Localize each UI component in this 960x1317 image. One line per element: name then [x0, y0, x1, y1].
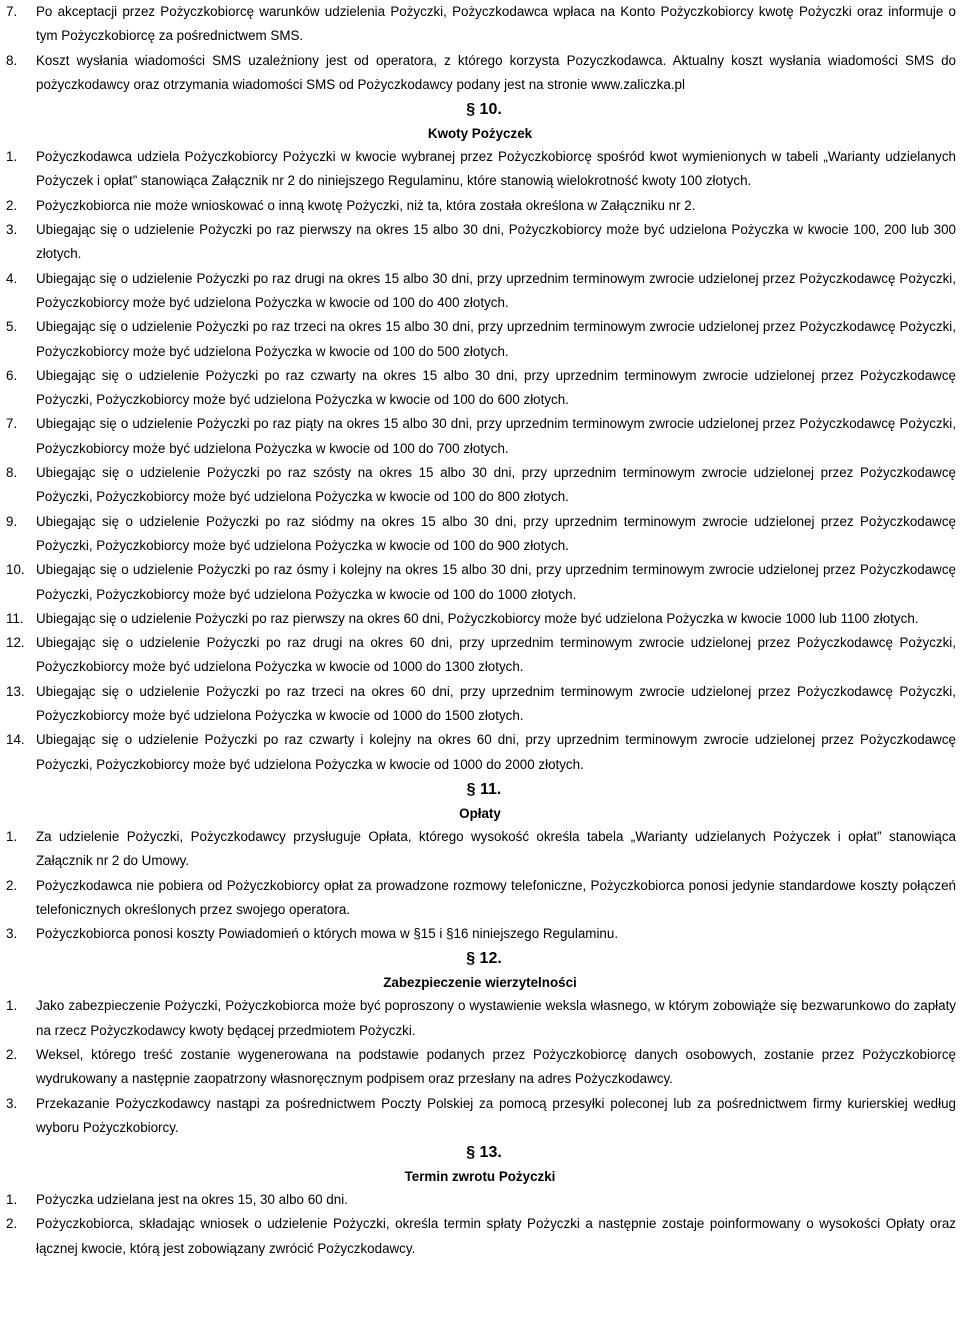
item-number: 10. [6, 562, 25, 578]
item-text: Ubiegając się o udzielenie Pożyczki po raz drugi na okres 15 albo 30 dni, przy uprzednim terminowym zwrocie udzielonej przez Pożyczkodawcę Pożyczki, Pożyczkobiorcy może być udzielona Pożyczka w kwocie od 100 do 400 złotych. [36, 270, 956, 310]
list-item [0, 145, 960, 194]
item-text: Pożyczkobiorca, składając wniosek o udzielenie Pożyczki, określa termin spłaty Pożyczki a następnie zostaje poinformowany o wysokości Opłaty oraz łącznej kwocie, którą jest zobowiązany zwrócić Pożyczkodawcy. [36, 1216, 956, 1256]
list-item [0, 510, 960, 559]
item-text: Ubiegając się o udzielenie Pożyczki po raz siódmy na okres 15 albo 30 dni, przy uprzednim terminowym zwrocie udzielonej przez Pożyczkodawcę Pożyczki, Pożyczkobiorcy może być udzielona Pożyczka w kwocie od 100 do 900 złotych. [36, 513, 956, 553]
item-text: Ubiegając się o udzielenie Pożyczki po raz piąty na okres 15 albo 30 dni, przy uprzednim terminowym zwrocie udzielonej przez Pożyczkodawcę Pożyczki, Pożyczkobiorcy może być udzielona Pożyczka w kwocie od 100 do 700 złotych. [36, 416, 956, 456]
section-header [0, 946, 960, 994]
list-item [0, 558, 960, 607]
item-text: Ubiegając się o udzielenie Pożyczki po raz szósty na okres 15 albo 30 dni, przy uprzednim terminowym zwrocie udzielonej przez Pożyczkodawcę Pożyczki, Pożyczkobiorcy może być udzielona Pożyczka w kwocie od 100 do 800 złotych. [36, 465, 956, 505]
list-item [0, 1092, 960, 1141]
item-number: 2. [6, 1046, 18, 1062]
item-text: Pożyczkobiorca nie może wnioskować o inną kwotę Pożyczki, niż ta, która została określona w Załączniku nr 2. [36, 197, 696, 213]
list-item [0, 1212, 960, 1261]
list-item [0, 680, 960, 729]
item-number: 8. [6, 52, 18, 68]
item-text: Ubiegając się o udzielenie Pożyczki po raz pierwszy na okres 15 albo 30 dni, Pożyczkobiorcy może być udzielona Pożyczka w kwocie 100, 200 lub 300 złotych. [36, 222, 956, 262]
item-number: 9. [6, 513, 18, 529]
list-item [0, 412, 960, 461]
list-item [0, 1043, 960, 1092]
list-item [0, 461, 960, 510]
item-number: 7. [6, 416, 18, 432]
item-text: Pożyczkodawca udziela Pożyczkobiorcy Pożyczki w kwocie wybranej przez Pożyczkobiorcę spośród kwot wymienionych w tabeli „Warianty udzielanych Pożyczek i opłat” stanowiąca Załącznik nr 2 do niniejszego Regulaminu, które stanowią wielokrotność kwoty 100 złotych. [36, 149, 956, 189]
section-title: Zabezpieczenie wierzytelności [383, 975, 577, 991]
section-title: Opłaty [459, 805, 501, 821]
list-item [0, 728, 960, 777]
section-number: § 13. [466, 1144, 502, 1162]
item-text: Weksel, którego treść zostanie wygenerowana na podstawie podanych przez Pożyczkobiorcę danych osobowych, zostanie przez Pożyczkobiorcę wydrukowany a następnie zaopatrzony własnoręcznym podpisem oraz przesłany na adres Pożyczkodawcy. [36, 1046, 956, 1087]
item-number: 12. [6, 635, 25, 651]
item-text: Za udzielenie Pożyczki, Pożyczkodawcy przysługuje Opłata, którego wysokość określa tabela „Warianty udzielanych Pożyczek i opłat” stanowiąca Załącznik nr 2 do Umowy. [36, 828, 956, 869]
item-number: 6. [6, 367, 18, 383]
item-text: Ubiegając się o udzielenie Pożyczki po raz czwarty i kolejny na okres 60 dni, przy uprzednim terminowym zwrocie udzielonej przez Pożyczkodawcę Pożyczki, Pożyczkobiorcy może być udzielona Pożyczka w kwocie od 1000 do 2000 złotych. [36, 732, 956, 772]
item-text: Po akceptacji przez Pożyczkobiorcę warunków udzielenia Pożyczki, Pożyczkodawca wpłaca na Konto Pożyczkobiorcy kwotę Pożyczki oraz informuje o tym Pożyczkobiorcę za pośrednictwem SMS. [36, 4, 956, 44]
item-number: 1. [6, 828, 18, 844]
item-number: 7. [6, 4, 18, 19]
item-number: 1. [6, 1192, 18, 1208]
item-number: 8. [6, 465, 18, 481]
item-text: Ubiegając się o udzielenie Pożyczki po raz trzeci na okres 60 dni, przy uprzednim terminowym zwrocie udzielonej przez Pożyczkodawcę Pożyczki, Pożyczkobiorcy może być udzielona Pożyczka w kwocie od 1000 do 1500 złotych. [36, 683, 956, 724]
list-item [0, 994, 960, 1043]
item-text: Pożyczkodawca nie pobiera od Pożyczkobiorcy opłat za prowadzone rozmowy telefoniczne, Pożyczkobiorca ponosi jedynie standardowe koszty połączeń telefonicznych określonych przez swojego operatora. [36, 877, 956, 917]
section-number: § 11. [466, 780, 502, 798]
list-item [0, 607, 960, 631]
item-text: Ubiegając się o udzielenie Pożyczki po raz czwarty na okres 15 albo 30 dni, przy uprzednim terminowym zwrocie udzielonej przez Pożyczkodawcę Pożyczki, Pożyczkobiorcy może być udzielona Pożyczka w kwocie od 100 do 600 złotych. [36, 367, 956, 408]
section-header [0, 777, 960, 825]
item-text: Jako zabezpieczenie Pożyczki, Pożyczkobiorca może być poproszony o wystawienie weksla własnego, w którym zobowiąże się bezwarunkowo do zapłaty na rzecz Pożyczkodawcy kwoty będącej przedmiotem Pożyczki. [36, 998, 956, 1038]
section-number: § 12. [466, 950, 502, 968]
list-item [0, 218, 960, 267]
list-item [0, 194, 960, 218]
section-list [0, 1188, 960, 1261]
list-item [0, 874, 960, 923]
top-list [0, 0, 960, 97]
item-text: Pożyczka udzielana jest na okres 15, 30 albo 60 dni. [36, 1192, 348, 1208]
item-number: 11. [6, 610, 24, 626]
item-number: 3. [6, 1095, 18, 1111]
item-text: Pożyczkobiorca ponosi koszty Powiadomień o których mowa w §15 i §16 niniejszego Regulaminu. [36, 926, 619, 942]
item-number: 2. [6, 1216, 18, 1232]
item-text: Koszt wysłania wiadomości SMS uzależniony jest od operatora, z którego korzysta Pozyczkodawca. Aktualny koszt wysłania wiadomości SMS do pożyczkodawcy oraz otrzymania wiadomości SMS od Pożyczkodawcy podany jest na stronie www.zaliczka.pl [36, 52, 956, 92]
item-number: 14. [6, 732, 25, 748]
item-number: 13. [6, 683, 25, 699]
item-text: Ubiegając się o udzielenie Pożyczki po raz ósmy i kolejny na okres 15 albo 30 dni, przy uprzednim terminowym zwrocie udzielonej przez Pożyczkodawcę Pożyczki, Pożyczkobiorcy może być udzielona Pożyczka w kwocie od 100 do 1000 złotych. [36, 562, 956, 602]
sections-container [0, 97, 960, 1261]
item-number: 2. [6, 197, 18, 213]
section-header [0, 1140, 960, 1188]
list-item [0, 0, 960, 49]
list-item [0, 49, 960, 98]
list-item [0, 267, 960, 316]
section-title: Termin zwrotu Pożyczki [404, 1169, 556, 1185]
section-list [0, 994, 960, 1140]
list-item [0, 922, 960, 946]
item-text: Ubiegając się o udzielenie Pożyczki po raz trzeci na okres 15 albo 30 dni, przy uprzednim terminowym zwrocie udzielonej przez Pożyczkodawcę Pożyczki, Pożyczkobiorcy może być udzielona Pożyczka w kwocie od 100 do 500 złotych. [36, 319, 956, 359]
item-text: Ubiegając się o udzielenie Pożyczki po raz pierwszy na okres 60 dni, Pożyczkobiorcy może być udzielona Pożyczka w kwocie 1000 lub 1100 złotych. [36, 610, 919, 626]
list-item [0, 364, 960, 413]
list-item [0, 825, 960, 874]
item-text: Ubiegając się o udzielenie Pożyczki po raz drugi na okres 60 dni, przy uprzednim terminowym zwrocie udzielonej przez Pożyczkodawcę Pożyczki, Pożyczkobiorcy może być udzielona Pożyczka w kwocie od 1000 do 1300 złotych. [36, 635, 956, 675]
item-number: 5. [6, 319, 18, 335]
section-number: § 10. [466, 101, 502, 119]
item-number: 4. [6, 270, 18, 286]
item-number: 1. [6, 149, 18, 165]
section-header [0, 97, 960, 145]
item-text: Przekazanie Pożyczkodawcy nastąpi za pośrednictwem Poczty Polskiej za pomocą przesyłki poleconej lub za pośrednictwem firmy kurierskiej według wyboru Pożyczkobiorcy. [36, 1095, 956, 1135]
item-number: 3. [6, 222, 18, 238]
list-item [0, 1188, 960, 1212]
list-item [0, 631, 960, 680]
item-number: 3. [6, 926, 18, 942]
item-number: 2. [6, 877, 18, 893]
section-list [0, 145, 960, 777]
section-title: Kwoty Pożyczek [427, 126, 533, 142]
item-number: 1. [6, 998, 18, 1014]
section-list [0, 825, 960, 946]
list-item [0, 315, 960, 364]
